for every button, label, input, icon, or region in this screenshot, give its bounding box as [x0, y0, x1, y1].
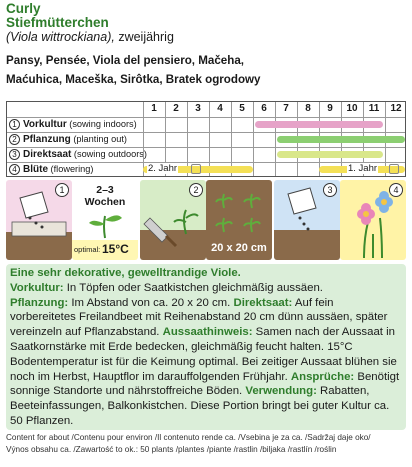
flowering-pictogram	[340, 180, 406, 260]
month-label: 1	[151, 103, 157, 114]
row-note: (planting out)	[70, 134, 127, 144]
year1-marker	[389, 164, 399, 174]
month-label: 6	[261, 103, 267, 114]
lifecycle: zweijährig	[114, 30, 174, 44]
planting-out-pictogram	[140, 180, 206, 260]
row-label: Direktsaat	[23, 149, 72, 160]
spacing-pictogram	[206, 180, 272, 260]
optimal-temperature: 15°C	[102, 242, 129, 256]
year1-label: 1. Jahr	[348, 163, 378, 174]
verwendung-heading: Verwendung:	[245, 385, 317, 398]
aussaat-text: Samen nach der Aussaat in Saatkornstärke mit Erde bedecken, gleichmäßig feucht halten. 15°C Bodentemperatur ist für die Keimung optimal. Bei zeitiger Aussaat blühen sie noch im Herbst, Hauptflor im darauffolgenden Frühjahr.	[10, 326, 397, 383]
verwendung-text: Rabatten, Beeteinfassungen, Balkonkistchen. Diese Portion bringt bei guter Kultur ca. 50 Pflanzen.	[10, 385, 390, 427]
month-label: 5	[239, 103, 245, 114]
footer-line-2: Výnos obsahu ca. /Zawartość to ok.: 50 plants /plantes /piante /rastlin /biljaka /rastlín /roślin	[6, 445, 337, 454]
row-note: (sowing outdoors)	[71, 149, 147, 159]
optimal-label: optimal:	[74, 245, 101, 254]
row-note: (sowing indoors)	[66, 119, 137, 129]
step-number: 2	[189, 183, 203, 197]
product-title	[6, 2, 109, 30]
year2-marker	[191, 164, 201, 174]
pflanzung-heading: Pflanzung:	[10, 296, 69, 309]
month-label: 3	[195, 103, 201, 114]
row-number: 2	[9, 134, 20, 145]
month-label: 11	[368, 103, 380, 114]
pictogram-strip	[6, 180, 406, 260]
row-number: 3	[9, 149, 20, 160]
vorkultur-text: In Töpfen oder Saatkistchen gleichmäßig aussäen.	[63, 281, 323, 294]
direktsaat-heading: Direktsaat:	[233, 296, 293, 309]
year2-label: 2. Jahr	[148, 163, 178, 174]
direktsaat-text: Auf fein vorbereitetes Freilandbeet mit Reihenabstand 20 cm dünn aussäen, später vereinzeln auf Pflanzabstand.	[10, 296, 388, 339]
intro-text: Eine sehr dekorative, gewelltrandige Viole.	[10, 267, 241, 279]
translated-names-2: Maćuhica, Maceška, Sirôtka, Bratek ogrodowy	[6, 73, 261, 86]
footer-line-1: Content for about /Contenu pour environ /Il contenuto rende ca. /Vsebina je za ca. /Sadržaj daje oko/	[6, 433, 371, 442]
vorkultur-bar	[255, 121, 383, 128]
month-label: 12	[390, 103, 402, 114]
germination-weeks: 2–3	[96, 184, 114, 196]
row-label: Vorkultur	[23, 119, 67, 130]
aussaat-heading: Aussaathinweis:	[162, 326, 253, 339]
pflanzung-text: Im Abstand von ca. 20 x 20 cm.	[68, 296, 234, 309]
step-number: 3	[323, 183, 337, 197]
month-label: 10	[346, 103, 358, 114]
subtitle	[6, 30, 174, 44]
row-number: 4	[9, 164, 20, 175]
germination-pictogram	[72, 180, 138, 260]
translated-names-1: Pansy, Pensée, Viola del pensiero, Mačeha,	[6, 54, 244, 67]
month-label: 7	[283, 103, 289, 114]
pflanzung-bar	[277, 136, 405, 143]
row-note: (flowering)	[48, 164, 94, 174]
latin-name: (Viola wittrockiana),	[6, 30, 115, 44]
ansprueche-heading: Ansprüche:	[290, 370, 355, 383]
yield-footer	[6, 432, 406, 456]
month-label: 9	[327, 103, 333, 114]
sowing-calendar	[6, 101, 406, 177]
row-label: Blüte	[23, 164, 48, 175]
cultivation-instructions	[6, 264, 406, 430]
calendar-month-grid	[143, 102, 405, 176]
germination-unit: Wochen	[84, 196, 126, 208]
month-label: 2	[173, 103, 179, 114]
row-label: Pflanzung	[23, 134, 71, 145]
row-number: 1	[9, 119, 20, 130]
sowing-indoors-pictogram	[6, 180, 72, 260]
step-number: 4	[389, 183, 403, 197]
title-common-name: Stiefmütterchen	[6, 15, 109, 30]
ansprueche-text: Benötigt sonnige Standorte und nährstoffreiche Böden.	[10, 370, 400, 398]
title-variety: Curly	[6, 1, 41, 16]
vorkultur-heading: Vorkultur:	[10, 281, 64, 294]
month-label: 8	[305, 103, 311, 114]
direct-sowing-pictogram	[274, 180, 340, 260]
plant-spacing: 20 x 20 cm	[211, 242, 267, 254]
month-label: 4	[217, 103, 223, 114]
step-number: 1	[55, 183, 69, 197]
direktsaat-bar	[277, 151, 383, 158]
